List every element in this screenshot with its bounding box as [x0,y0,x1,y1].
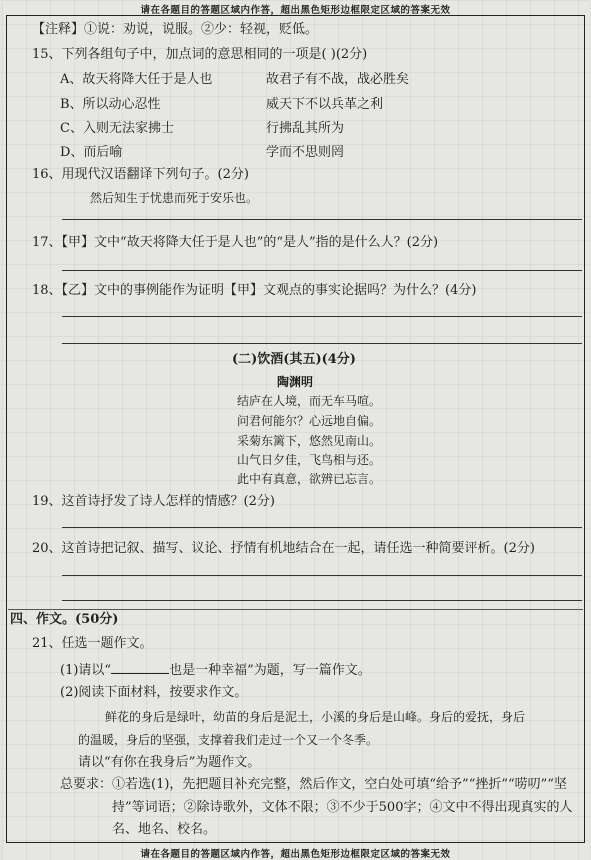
poem-line-4: 山气日夕佳，飞鸟相与还。 [237,453,382,467]
q16-stem: 16、用现代汉语翻译下列句子。(2分) [32,167,249,182]
q18-answer-line-2[interactable] [62,343,582,344]
q15-option-d-left: D、而后喻 [60,145,123,160]
requirement-line-2: 持”等词语；②除诗歌外，文体不限；③不少于500字；④文中不得出现真实的人 [112,800,573,815]
poem-title: (二)饮酒(其五)(4分) [232,352,356,367]
q21-option-1 [60,661,371,679]
section4-title: 四、作文。(50分) [10,612,119,627]
q15-option-c-right: 行拂乱其所为 [266,121,345,136]
q20-answer-line-1[interactable] [62,575,582,576]
title-requirement: 请以“有你在我身后”为题作文。 [78,755,261,770]
q18-stem: 18、【乙】文中的事例能作为证明【甲】文观点的事实论据吗？为什么？(4分) [32,283,477,298]
requirement-line-1: 总要求：①若选(1)，先把题目补充完整，然后作文，空白处可填“给予”“挫折”“唠叨”“坚 [60,777,567,792]
q21-option-1-suffix: 也是一种幸福”为题，写一篇作文。 [169,663,371,678]
requirement-line-3: 名、地名、校名。 [112,822,217,837]
q19-stem: 19、这首诗抒发了诗人怎样的情感？(2分) [32,494,275,509]
q15-option-c-left: C、入则无法家拂士 [60,121,174,136]
q21-stem: 21、任选一题作文。 [32,636,153,651]
q15-option-a-right: 故君子有不战，战必胜矣 [266,72,410,87]
poem-line-2: 问君何能尔？心远地自偏。 [237,414,382,428]
q15-option-a-left: A、故天将降大任于是人也 [60,72,213,87]
title-blank[interactable] [111,661,169,674]
q16-sentence: 然后知生于忧患而死于安乐也。 [90,191,259,205]
q20-answer-line-2[interactable] [62,600,582,601]
q15-option-d-right: 学而不思则罔 [266,145,345,160]
poem-line-1: 结庐在人境，而无车马喧。 [237,394,382,408]
q16-answer-line[interactable] [62,219,582,220]
footer-banner: 请在各题目的答题区域内作答，超出黑色矩形边框限定区域的答案无效 [140,849,451,860]
poem-author: 陶渊明 [277,375,314,389]
poem-line-3: 采菊东篱下，悠然见南山。 [237,434,382,448]
q21-option-2: (2)阅读下面材料，按要求作文。 [60,685,248,700]
material-line-1: 鲜花的身后是绿叶，幼苗的身后是泥土，小溪的身后是山峰。身后的爱抚，身后 [105,710,526,724]
q17-stem: 17、【甲】文中“故天将降大任于是人也”的“是人”指的是什么人？(2分) [32,235,439,250]
q18-answer-line-1[interactable] [62,316,582,317]
q19-answer-line[interactable] [62,527,582,528]
note-text: 【注释】①说：劝说，说服。②少：轻视，贬低。 [32,22,319,37]
q15-option-b-right: 威天下不以兵革之利 [266,97,384,112]
q17-answer-line[interactable] [62,270,582,271]
q15-option-b-left: B、所以动心忍性 [60,97,161,112]
poem-line-5: 此中有真意，欲辨已忘言。 [237,472,382,486]
q20-stem: 20、这首诗把记叙、描写、议论、抒情有机地结合在一起，请任选一种简要评析。(2分) [32,541,535,556]
section-divider [8,609,583,610]
header-banner: 请在各题目的答题区域内作答，超出黑色矩形边框限定区域的答案无效 [140,5,451,16]
q15-stem: 15、下列各组句子中，加点词的意思相同的一项是( )(2分) [32,47,368,62]
material-line-2: 的温暖，身后的坚强，支撑着我们走过一个又一个冬季。 [78,733,379,747]
q21-option-1-prefix: (1)请以“ [60,663,112,678]
